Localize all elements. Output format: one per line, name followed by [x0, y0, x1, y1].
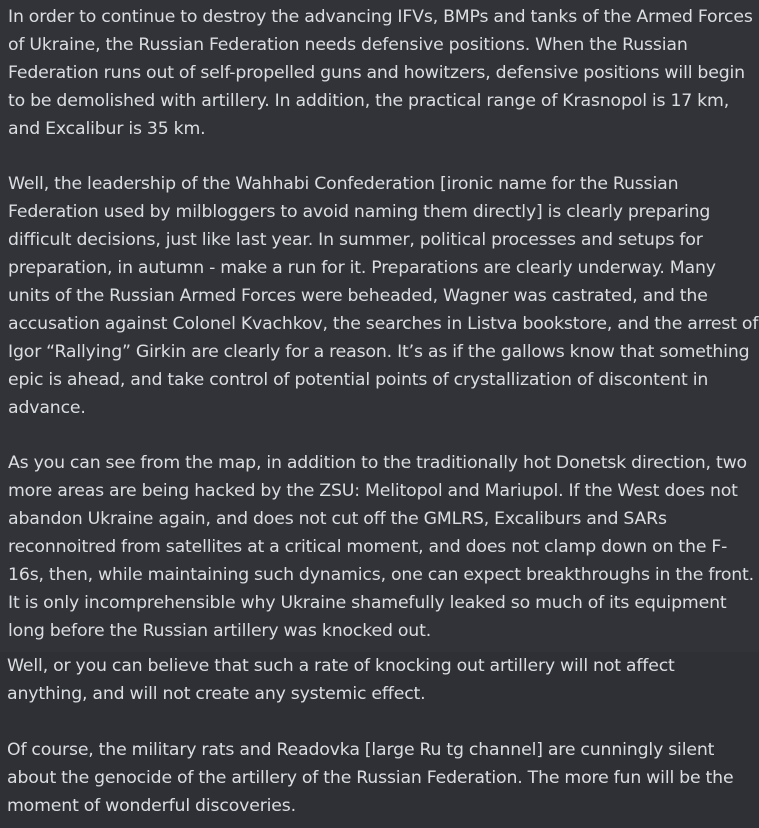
chat-message-hovered[interactable]	[0, 652, 759, 828]
message-paragraph: Of course, the military rats and Readovka [large Ru tg channel] are cunningly silent about the genocide of the artillery of the Russian Federation. The more fun will be the moment of wonderful discoveries.	[7, 739, 734, 816]
message-paragraph: Well, the leadership of the Wahhabi Confederation [ironic name for the Russian Federation used by milbloggers to avoid naming them directly] is clearly preparing difficult decisions, just like last year. In summer, political processes and setups for preparation, in autumn - make a run for it. Preparations are clearly underway. Many units of the Russian Armed Forces were beheaded, Wagner was castrated, and the accusation against Colonel Kvachkov, the searches in Listva bookstore, and the arrest of Igor “Rallying” Girkin are clearly for a reason. It’s as if the gallows know that something epic is ahead, and take control of potential points of crystallization of discontent in advance.	[8, 174, 759, 418]
message-paragraph: Well, or you can believe that such a rate of knocking out artillery will not affect anything, and will not create any systemic effect.	[7, 656, 675, 704]
message-paragraph: In order to continue to destroy the advancing IFVs, BMPs and tanks of the Armed Forces of Ukraine, the Russian Federation needs defensive positions. When the Russian Federation runs out of self-propelled guns and howitzers, defensive positions will begin to be demolished with artillery. In addition, the practical range of Krasnopol is 17 km, and Excalibur is 35 km.	[8, 7, 753, 139]
message-paragraph: As you can see from the map, in addition to the traditionally hot Donetsk direction, two more areas are being hacked by the ZSU: Melitopol and Mariupol. If the West does not abandon Ukraine again, and does not cut off the GMLRS, Excaliburs and SARs reconnoitred from satellites at a critical moment, and does not clamp down on the F-16s, then, while maintaining such dynamics, one can expect breakthroughs in the front. It is only incomprehensible why Ukraine shamefully leaked so much of its equipment long before the Russian artillery was knocked out.	[8, 453, 755, 641]
